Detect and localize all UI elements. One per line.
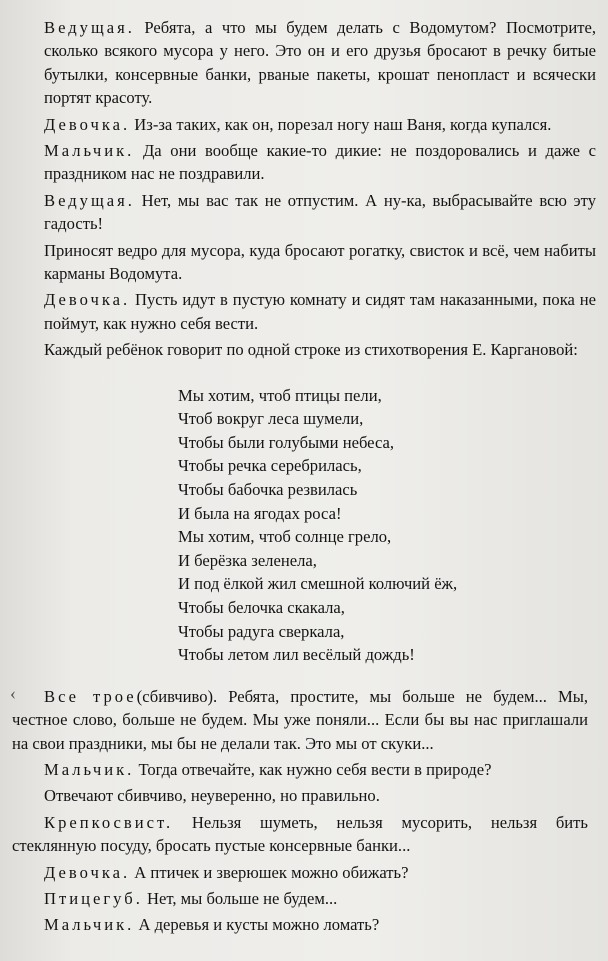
poem-line: И берёзка зеленела, <box>178 550 317 570</box>
bottom-section <box>12 685 588 937</box>
paragraph-7 <box>12 758 588 781</box>
paragraph-11 <box>12 913 588 936</box>
poem <box>178 384 596 667</box>
paragraph-text: Нет, мы вас так не отпустим. А ну-ка, выбрасывайте всю эту гадость! <box>44 190 596 234</box>
poem-line: Чтобы радуга сверкала, <box>178 621 345 641</box>
poem-line: И была на ягодах роса! <box>178 503 342 523</box>
paragraph-text: Каждый ребёнок говорит по одной строке из стихотворения Е. Каргановой: <box>44 340 578 360</box>
poem-line: Чтобы были голубыми небеса, <box>178 432 395 452</box>
paragraph-text: Да они вообще какие-то дикие: не поздоровались и даже с праздником нас не поздравили. <box>44 141 596 184</box>
paragraph-text: Ребята, а что мы будем делать с Водомутом? Посмотрите, сколько всякого мусора у него. Это он и его друзья бросают в речку битые бутылки, консервные банки, рваные пакеты, крошат пенопласт и всячески портят красоту. <box>44 18 596 108</box>
speaker-label: Девочка. <box>44 114 131 134</box>
paragraph-text: Тогда отвечайте, как нужно себя вести в природе? <box>134 760 492 780</box>
speaker-label: Ведущая. <box>44 190 135 210</box>
poem-intro <box>44 338 596 361</box>
paragraph-text: Приносят ведро для мусора, куда бросают рогатку, свисток и всё, чем набиты карманы Водомута. <box>44 240 596 284</box>
poem-line: Мы хотим, чтоб солнце грело, <box>178 527 392 547</box>
poem-line: Чтобы бабочка резвилась <box>178 480 358 500</box>
paragraph-text: Пусть идут в пустую комнату и сидят там наказанными, пока не поймут, как нужно себя вести. <box>44 290 596 333</box>
paragraph-9 <box>12 861 588 884</box>
poem-line: Чтобы летом лил весёлый дождь! <box>178 645 415 665</box>
paragraph-10 <box>12 887 588 910</box>
poem-line: И под ёлкой жил смешной колючий ёж, <box>178 574 458 594</box>
paragraph-3 <box>44 139 596 186</box>
paragraph-text: (сбивчиво). Ребята, простите, мы больше не будем... Мы, честное слово, больше не будем. Мы уже поняли... Если бы вы нас приглашали на свои праздники, мы бы не делали так. Это мы от скуки... <box>12 686 588 753</box>
poem-line: Чтоб вокруг леса шумели, <box>178 409 364 429</box>
paragraph-text: А птичек и зверюшек можно обижать? <box>130 862 409 882</box>
speaker-label: Птицегуб. <box>44 889 143 909</box>
paragraph-text: Нельзя шуметь, нельзя мусорить, нельзя бить стеклянную посуду, бросать пустые консервные банки... <box>12 812 588 856</box>
paragraph-text: Из-за таких, как он, порезал ногу наш Ваня, когда купался. <box>130 114 552 134</box>
paragraph-1 <box>44 16 596 110</box>
speaker-label: Все трое <box>44 686 137 706</box>
top-section <box>44 16 596 362</box>
paragraph-8 <box>12 811 588 858</box>
paragraph-text: А деревья и кусты можно ломать? <box>134 915 380 935</box>
speaker-label: Мальчик. <box>44 915 135 935</box>
paragraph-6 <box>12 685 588 755</box>
speaker-label: Девочка. <box>44 862 131 882</box>
paragraph-text: Нет, мы больше не будем... <box>142 889 338 909</box>
margin-mark-icon: ‹ <box>10 683 16 703</box>
speaker-label: Девочка. <box>44 290 131 310</box>
poem-line: Чтобы речка серебрилась, <box>178 456 362 476</box>
speaker-label: Крепкосвист. <box>44 812 174 832</box>
speaker-label: Ведущая. <box>44 18 135 37</box>
stage-direction-2 <box>12 784 588 807</box>
stage-direction-1 <box>44 239 596 286</box>
paragraph-4 <box>44 189 596 236</box>
speaker-label: Мальчик. <box>44 760 135 780</box>
speaker-label: Мальчик. <box>44 141 135 161</box>
paragraph-text: Отвечают сбивчиво, неуверенно, но правильно. <box>44 786 380 806</box>
paragraph-5 <box>44 288 596 335</box>
poem-line: Мы хотим, чтоб птицы пели, <box>178 385 382 405</box>
paragraph-2 <box>44 113 596 136</box>
poem-line: Чтобы белочка скакала, <box>178 598 345 618</box>
